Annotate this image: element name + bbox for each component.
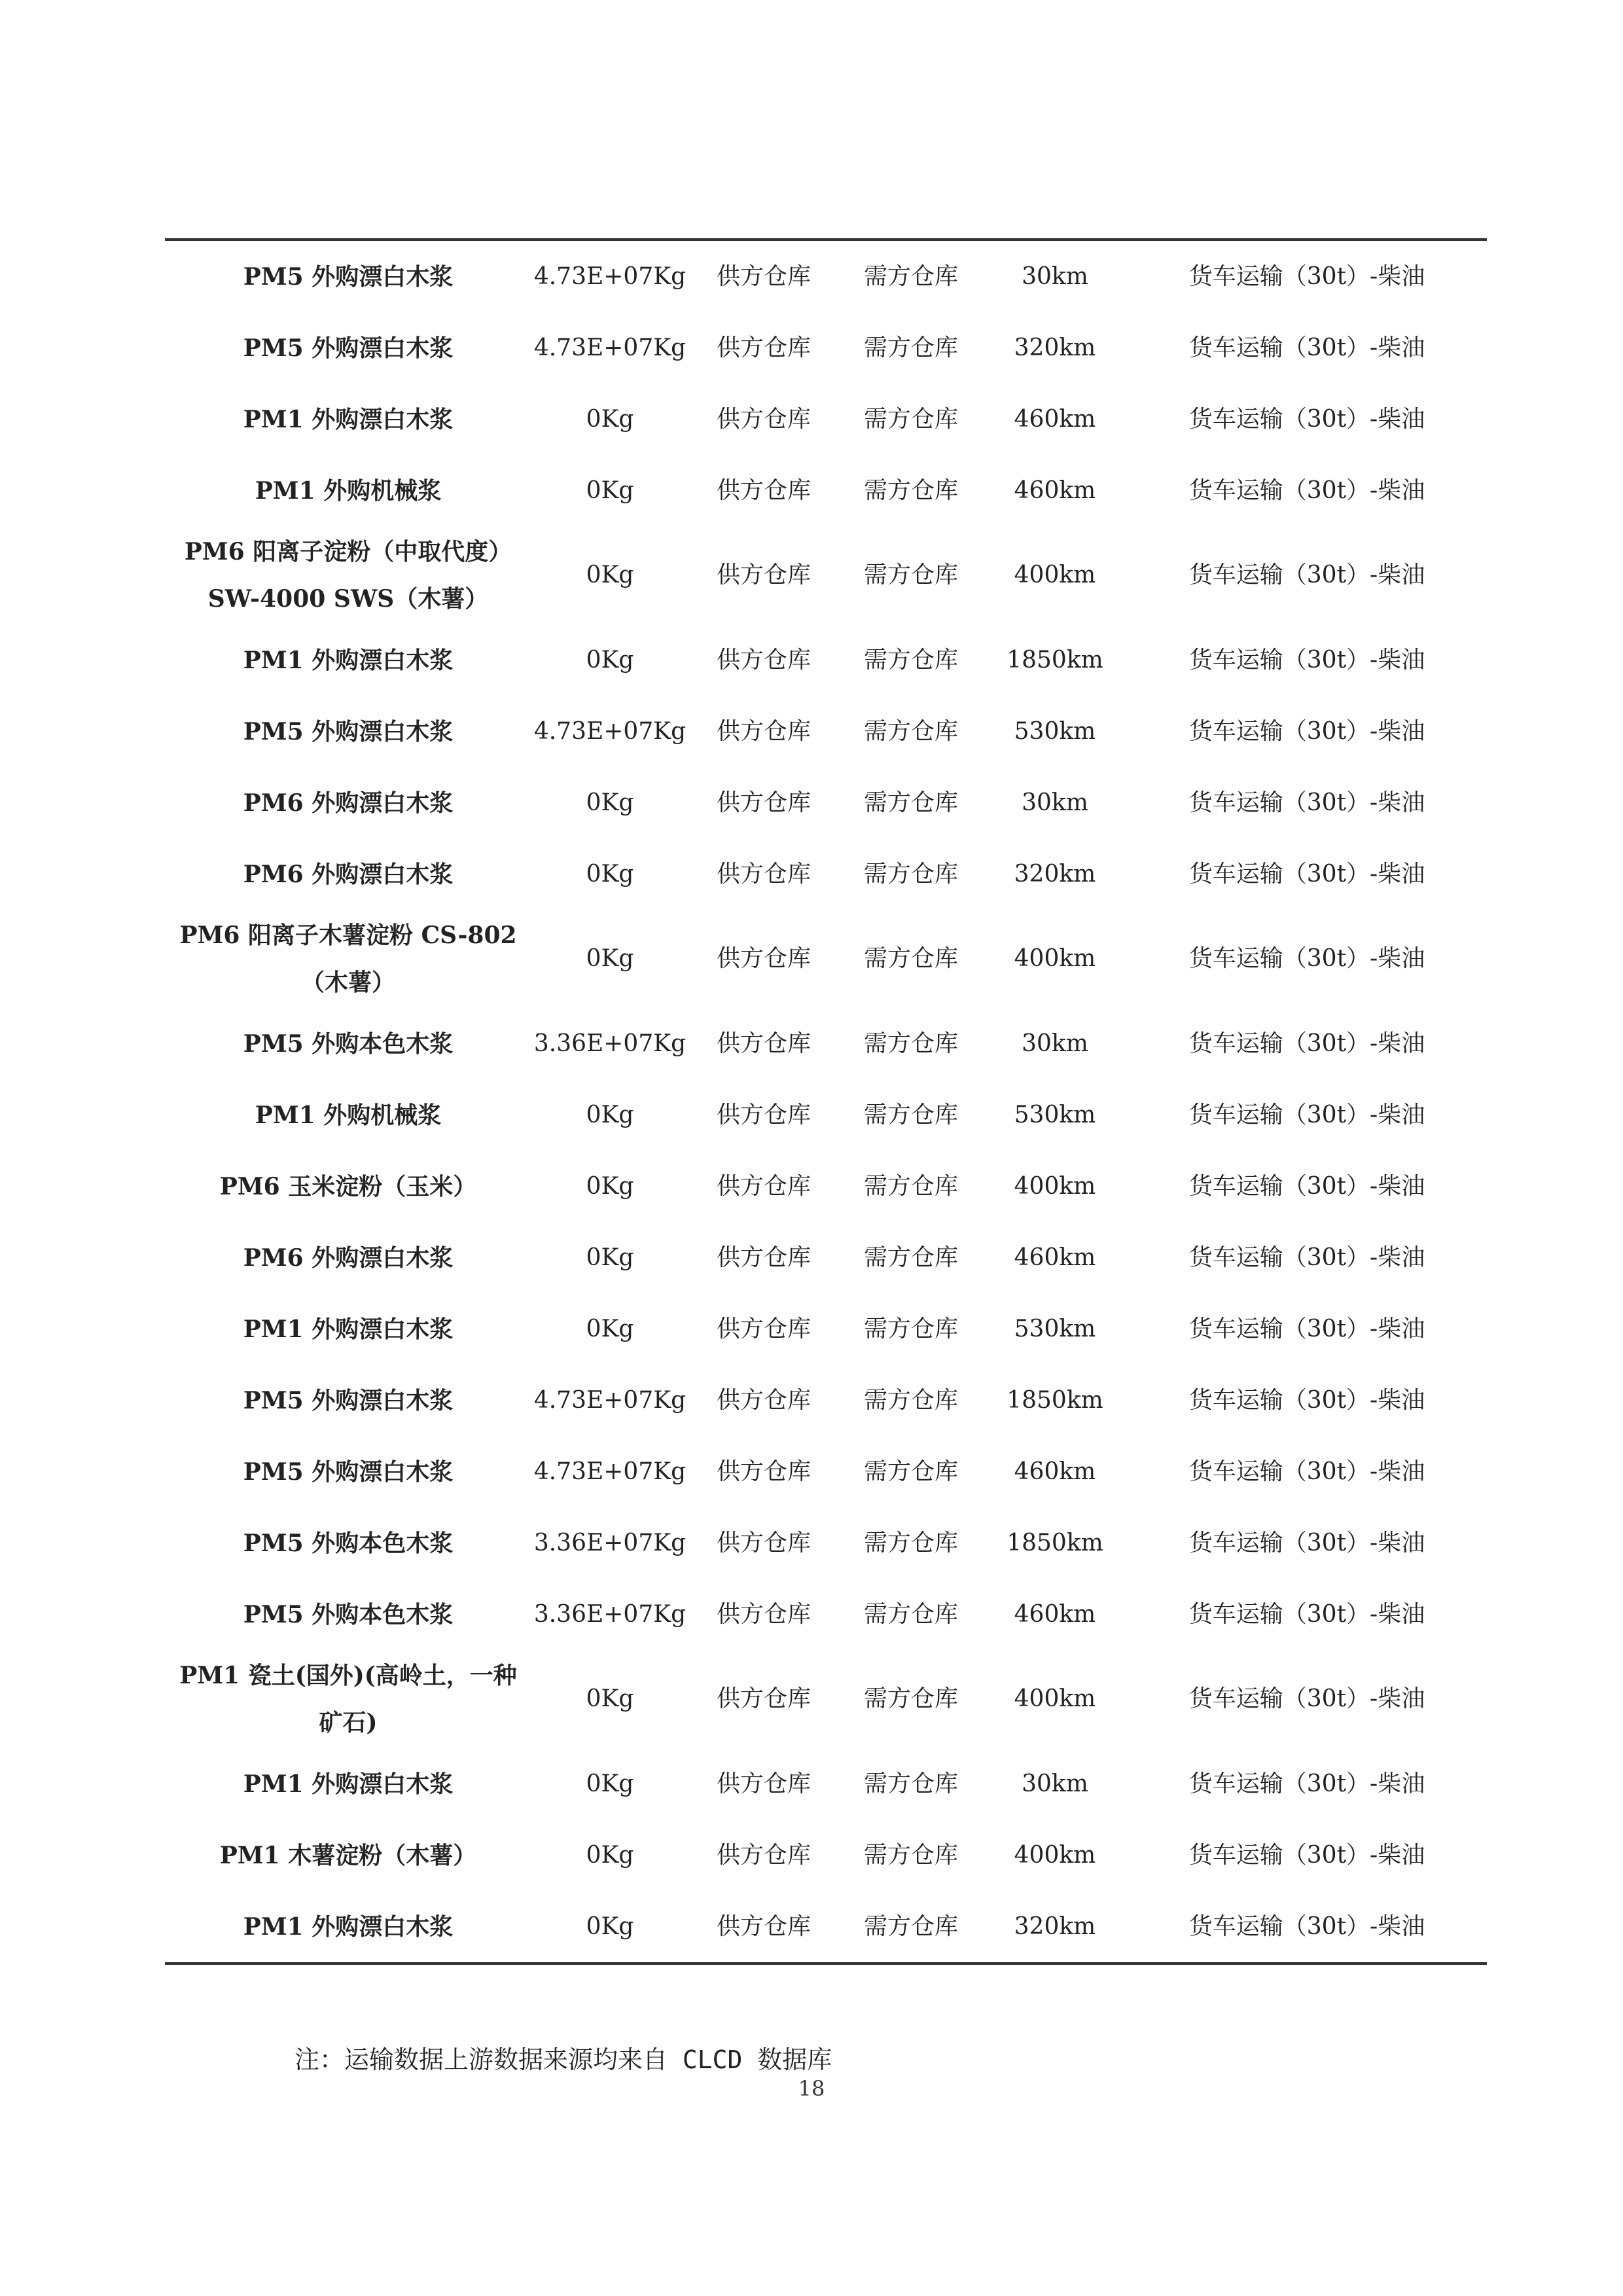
amount-cell: 0Kg <box>586 1912 634 1940</box>
material-name-cell: PM1 外购机械浆 <box>255 1101 442 1129</box>
distance-cell: 530km <box>1014 1315 1096 1342</box>
amount-cell: 3.36E+07Kg <box>533 1030 687 1057</box>
transport-mode-cell: 货车运输（30t）-柴油 <box>1188 860 1425 888</box>
transport-mode-cell: 货车运输（30t）-柴油 <box>1188 646 1425 673</box>
distance-cell: 30km <box>1022 789 1088 816</box>
destination-cell: 需方仓库 <box>863 562 958 588</box>
amount-cell: 0Kg <box>586 1101 634 1128</box>
page-number: 18 <box>798 2076 825 2101</box>
table-row <box>165 910 1487 1008</box>
distance-cell: 530km <box>1014 717 1096 745</box>
material-name-cell: PM5 外购本色木浆 <box>243 1600 454 1628</box>
table-row <box>165 455 1487 526</box>
transport-mode-cell: 货车运输（30t）-柴油 <box>1188 1685 1425 1712</box>
destination-cell: 需方仓库 <box>863 334 958 361</box>
distance-cell: 460km <box>1014 1600 1096 1628</box>
destination-cell: 需方仓库 <box>863 1030 958 1057</box>
origin-cell: 供方仓库 <box>716 1841 811 1869</box>
destination-cell: 需方仓库 <box>863 717 958 745</box>
distance-cell: 30km <box>1022 1770 1088 1797</box>
distance-cell: 1850km <box>1007 1386 1103 1414</box>
table-row <box>165 1748 1487 1820</box>
material-name-cell: PM5 外购漂白木浆 <box>243 1386 454 1414</box>
amount-cell: 3.36E+07Kg <box>533 1529 687 1556</box>
amount-cell: 3.36E+07Kg <box>533 1600 687 1628</box>
destination-cell: 需方仓库 <box>863 1315 958 1342</box>
origin-cell: 供方仓库 <box>716 1600 811 1628</box>
origin-cell: 供方仓库 <box>716 1244 811 1271</box>
origin-cell: 供方仓库 <box>716 945 811 972</box>
amount-cell: 0Kg <box>586 562 634 588</box>
destination-cell: 需方仓库 <box>863 1912 958 1940</box>
amount-cell: 0Kg <box>586 1315 634 1342</box>
material-name-cell: PM6 阳离子木薯淀粉 CS-802（木薯） <box>179 922 517 996</box>
distance-cell: 460km <box>1014 476 1096 504</box>
destination-cell: 需方仓库 <box>863 1101 958 1128</box>
destination-cell: 需方仓库 <box>863 860 958 888</box>
distance-cell: 1850km <box>1007 646 1103 673</box>
origin-cell: 供方仓库 <box>716 860 811 888</box>
material-name-cell: PM6 外购漂白木浆 <box>243 1244 454 1272</box>
amount-cell: 4.73E+07Kg <box>533 1386 687 1414</box>
destination-cell: 需方仓库 <box>863 262 958 290</box>
table-row <box>165 1436 1487 1507</box>
table-row <box>165 1650 1487 1748</box>
origin-cell: 供方仓库 <box>716 1386 811 1414</box>
transport-mode-cell: 货车运输（30t）-柴油 <box>1188 1770 1425 1797</box>
material-name-cell: PM6 外购漂白木浆 <box>243 789 454 817</box>
destination-cell: 需方仓库 <box>863 1458 958 1485</box>
transport-mode-cell: 货车运输（30t）-柴油 <box>1188 405 1425 433</box>
material-name-cell: PM1 外购漂白木浆 <box>243 1315 454 1343</box>
distance-cell: 320km <box>1014 334 1096 361</box>
origin-cell: 供方仓库 <box>716 1770 811 1797</box>
table-row <box>165 624 1487 696</box>
table-body <box>165 241 1487 1962</box>
origin-cell: 供方仓库 <box>716 789 811 816</box>
material-name-cell: PM5 外购漂白木浆 <box>243 262 454 291</box>
destination-cell: 需方仓库 <box>863 945 958 972</box>
distance-cell: 400km <box>1014 945 1096 972</box>
table-row <box>165 384 1487 455</box>
origin-cell: 供方仓库 <box>716 476 811 504</box>
amount-cell: 0Kg <box>586 1244 634 1271</box>
amount-cell: 0Kg <box>586 1841 634 1869</box>
table-row <box>165 767 1487 838</box>
distance-cell: 320km <box>1014 1912 1096 1940</box>
material-name-cell: PM1 瓷土(国外)(高岭土，一种矿石) <box>179 1662 517 1736</box>
amount-cell: 4.73E+07Kg <box>533 1458 687 1485</box>
amount-cell: 0Kg <box>586 789 634 816</box>
amount-cell: 4.73E+07Kg <box>533 717 687 745</box>
origin-cell: 供方仓库 <box>716 1101 811 1128</box>
table-row <box>165 1579 1487 1650</box>
table-row <box>165 312 1487 384</box>
material-name-cell: PM6 阳离子淀粉（中取代度）SW-4000 SWS（木薯） <box>184 538 512 613</box>
amount-cell: 4.73E+07Kg <box>533 334 687 361</box>
material-name-cell: PM6 玉米淀粉（玉米） <box>219 1172 477 1200</box>
destination-cell: 需方仓库 <box>863 1841 958 1869</box>
origin-cell: 供方仓库 <box>716 1315 811 1342</box>
material-name-cell: PM1 外购漂白木浆 <box>243 1770 454 1798</box>
material-name-cell: PM6 外购漂白木浆 <box>243 860 454 888</box>
material-name-cell: PM5 外购漂白木浆 <box>243 1458 454 1486</box>
distance-cell: 400km <box>1014 1172 1096 1200</box>
transport-mode-cell: 货车运输（30t）-柴油 <box>1188 1912 1425 1940</box>
table-row <box>165 1222 1487 1293</box>
table-row <box>165 1891 1487 1962</box>
origin-cell: 供方仓库 <box>716 1458 811 1485</box>
amount-cell: 0Kg <box>586 1685 634 1712</box>
table-row <box>165 526 1487 624</box>
distance-cell: 460km <box>1014 1458 1096 1485</box>
transport-mode-cell: 货车运输（30t）-柴油 <box>1188 1386 1425 1414</box>
amount-cell: 4.73E+07Kg <box>533 262 687 290</box>
material-name-cell: PM1 外购漂白木浆 <box>243 1912 454 1941</box>
origin-cell: 供方仓库 <box>716 334 811 361</box>
transport-mode-cell: 货车运输（30t）-柴油 <box>1188 1841 1425 1869</box>
material-name-cell: PM1 外购机械浆 <box>255 476 442 505</box>
destination-cell: 需方仓库 <box>863 1685 958 1712</box>
origin-cell: 供方仓库 <box>716 1529 811 1556</box>
table-row <box>165 696 1487 767</box>
table-row <box>165 1008 1487 1079</box>
origin-cell: 供方仓库 <box>716 1172 811 1200</box>
destination-cell: 需方仓库 <box>863 1600 958 1628</box>
distance-cell: 400km <box>1014 1685 1096 1712</box>
table-row <box>165 1151 1487 1222</box>
origin-cell: 供方仓库 <box>716 562 811 588</box>
distance-cell: 320km <box>1014 860 1096 888</box>
transport-mode-cell: 货车运输（30t）-柴油 <box>1188 334 1425 361</box>
transport-mode-cell: 货车运输（30t）-柴油 <box>1188 262 1425 290</box>
destination-cell: 需方仓库 <box>863 1172 958 1200</box>
distance-cell: 30km <box>1022 1030 1088 1057</box>
origin-cell: 供方仓库 <box>716 1912 811 1940</box>
table-bottom-rule <box>165 1962 1487 1965</box>
amount-cell: 0Kg <box>586 1172 634 1200</box>
material-name-cell: PM5 外购本色木浆 <box>243 1529 454 1557</box>
origin-cell: 供方仓库 <box>716 646 811 673</box>
amount-cell: 0Kg <box>586 860 634 888</box>
transport-mode-cell: 货车运输（30t）-柴油 <box>1188 789 1425 816</box>
table-row <box>165 1293 1487 1365</box>
transport-mode-cell: 货车运输（30t）-柴油 <box>1188 1458 1425 1485</box>
transport-mode-cell: 货车运输（30t）-柴油 <box>1188 1600 1425 1628</box>
distance-cell: 1850km <box>1007 1529 1103 1556</box>
transport-table-container <box>165 238 1487 1965</box>
material-name-cell: PM1 木薯淀粉（木薯） <box>219 1841 477 1869</box>
origin-cell: 供方仓库 <box>716 405 811 433</box>
table-row <box>165 1507 1487 1579</box>
transport-mode-cell: 货车运输（30t）-柴油 <box>1188 717 1425 745</box>
transport-mode-cell: 货车运输（30t）-柴油 <box>1188 1101 1425 1128</box>
table-note: 注：运输数据上游数据来源均来自 CLCD 数据库 <box>294 2045 832 2074</box>
destination-cell: 需方仓库 <box>863 1244 958 1271</box>
transport-mode-cell: 货车运输（30t）-柴油 <box>1188 1030 1425 1057</box>
distance-cell: 30km <box>1022 262 1088 290</box>
origin-cell: 供方仓库 <box>716 1685 811 1712</box>
distance-cell: 400km <box>1014 562 1096 588</box>
material-name-cell: PM5 外购漂白木浆 <box>243 717 454 745</box>
amount-cell: 0Kg <box>586 1770 634 1797</box>
destination-cell: 需方仓库 <box>863 1386 958 1414</box>
origin-cell: 供方仓库 <box>716 717 811 745</box>
transport-table <box>165 241 1487 1962</box>
origin-cell: 供方仓库 <box>716 1030 811 1057</box>
destination-cell: 需方仓库 <box>863 1529 958 1556</box>
destination-cell: 需方仓库 <box>863 405 958 433</box>
distance-cell: 460km <box>1014 405 1096 433</box>
transport-mode-cell: 货车运输（30t）-柴油 <box>1188 1172 1425 1200</box>
destination-cell: 需方仓库 <box>863 476 958 504</box>
transport-mode-cell: 货车运输（30t）-柴油 <box>1188 562 1425 588</box>
amount-cell: 0Kg <box>586 476 634 504</box>
material-name-cell: PM1 外购漂白木浆 <box>243 405 454 433</box>
transport-mode-cell: 货车运输（30t）-柴油 <box>1188 1529 1425 1556</box>
table-row <box>165 838 1487 910</box>
table-row <box>165 241 1487 312</box>
distance-cell: 530km <box>1014 1101 1096 1128</box>
table-row <box>165 1820 1487 1891</box>
origin-cell: 供方仓库 <box>716 262 811 290</box>
transport-mode-cell: 货车运输（30t）-柴油 <box>1188 1244 1425 1271</box>
destination-cell: 需方仓库 <box>863 646 958 673</box>
amount-cell: 0Kg <box>586 646 634 673</box>
distance-cell: 400km <box>1014 1841 1096 1869</box>
destination-cell: 需方仓库 <box>863 1770 958 1797</box>
material-name-cell: PM5 外购漂白木浆 <box>243 334 454 362</box>
material-name-cell: PM1 外购漂白木浆 <box>243 646 454 674</box>
transport-mode-cell: 货车运输（30t）-柴油 <box>1188 945 1425 972</box>
transport-mode-cell: 货车运输（30t）-柴油 <box>1188 476 1425 504</box>
distance-cell: 460km <box>1014 1244 1096 1271</box>
transport-mode-cell: 货车运输（30t）-柴油 <box>1188 1315 1425 1342</box>
amount-cell: 0Kg <box>586 405 634 433</box>
table-row <box>165 1079 1487 1151</box>
destination-cell: 需方仓库 <box>863 789 958 816</box>
amount-cell: 0Kg <box>586 945 634 972</box>
material-name-cell: PM5 外购本色木浆 <box>243 1030 454 1058</box>
table-row <box>165 1365 1487 1436</box>
